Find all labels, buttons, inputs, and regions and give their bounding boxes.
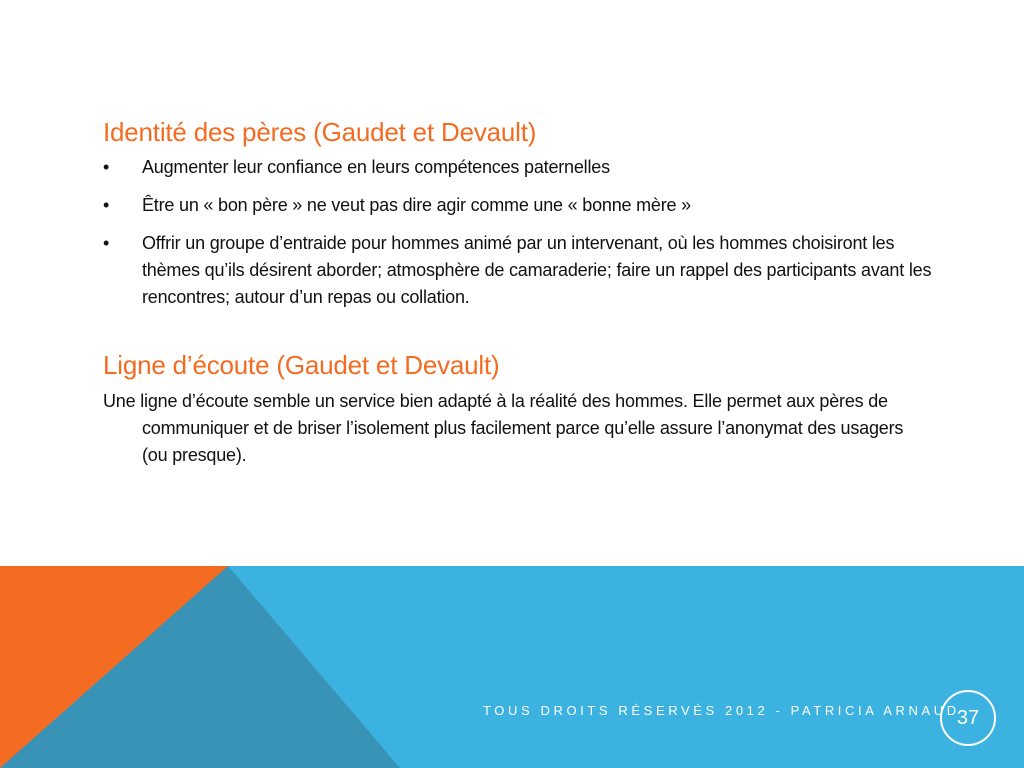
page-number-badge <box>940 690 996 746</box>
page-number: 37 <box>956 706 980 729</box>
bullet-text: Augmenter leur confiance en leurs compétences paternelles <box>142 157 610 177</box>
bullet-list <box>103 154 933 311</box>
slide-content <box>103 112 933 469</box>
copyright-footer: TOUS DROITS RÉSERVÉS 2012 - PATRICIA ARNAUD <box>483 703 960 718</box>
bullet-marker: • <box>103 195 110 215</box>
footer-decorative-band <box>0 566 1024 768</box>
section-paragraph: Une ligne d’écoute semble un service bien adapté à la réalité des hommes. Elle permet aux pères de communiquer et de briser l’isolement plus facilement parce qu’elle assure l’anonymat des usagers (ou presque). <box>103 391 904 465</box>
section-title-identite: Identité des pères (Gaudet et Devault) <box>103 117 537 147</box>
bullet-item <box>103 192 933 219</box>
bullet-marker: • <box>103 157 110 177</box>
bullet-item <box>103 154 933 181</box>
bullet-item <box>103 230 933 311</box>
bullet-text: Offrir un groupe d’entraide pour hommes animé par un intervenant, où les hommes choisiront les thèmes qu’ils désirent aborder; atmosphère de camaraderie; faire un rappel des participants avant les rencontres; autour d’un repas ou collation. <box>142 233 932 307</box>
bullet-marker: • <box>103 233 110 253</box>
section-title-ligne-ecoute: Ligne d’écoute (Gaudet et Devault) <box>103 350 500 380</box>
bullet-text: Être un « bon père » ne veut pas dire agir comme une « bonne mère » <box>142 195 691 215</box>
